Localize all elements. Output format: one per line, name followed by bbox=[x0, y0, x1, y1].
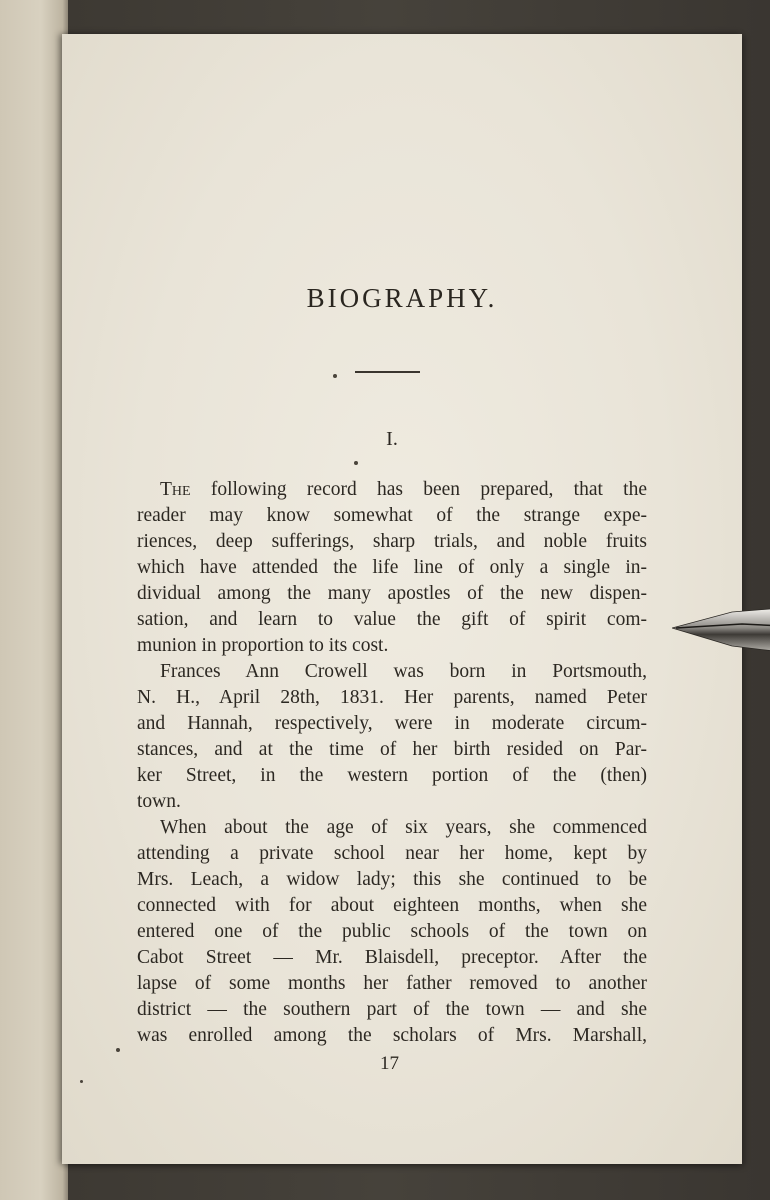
text-line-2: reader may know somewhat of the strange expe- bbox=[137, 505, 647, 526]
text-line-12: ker Street, in the western portion of the (then) bbox=[137, 765, 647, 786]
text-line-1-rest: following record has been prepared, that the bbox=[190, 479, 647, 500]
speck bbox=[116, 1048, 120, 1052]
text-line-19: Cabot Street — Mr. Blaisdell, preceptor. After the bbox=[137, 947, 647, 968]
pen-nib-icon bbox=[672, 606, 770, 656]
title-rule bbox=[355, 371, 420, 373]
text-line-22: was enrolled among the scholars of Mrs. Marshall, bbox=[137, 1025, 647, 1046]
text-line-7: munion in proportion to its cost. bbox=[137, 635, 389, 656]
page-number: 17 bbox=[380, 1053, 399, 1074]
text-line-18: entered one of the public schools of the town on bbox=[137, 921, 647, 942]
lead-word: The bbox=[160, 479, 191, 500]
text-line-11: stances, and at the time of her birth resided on Par- bbox=[137, 739, 647, 760]
speck bbox=[333, 374, 337, 378]
text-line-8: Frances Ann Crowell was born in Portsmouth, bbox=[160, 661, 647, 682]
text-line-6: sation, and learn to value the gift of spirit com- bbox=[137, 609, 647, 630]
section-number: I. bbox=[386, 428, 398, 450]
text-line-15: attending a private school near her home, kept by bbox=[137, 843, 647, 864]
speck bbox=[354, 461, 358, 465]
text-line-3: riences, deep sufferings, sharp trials, and noble fruits bbox=[137, 531, 647, 552]
text-line-14: When about the age of six years, she commenced bbox=[160, 817, 647, 838]
text-line-17: connected with for about eighteen months, when she bbox=[137, 895, 647, 916]
text-line-13: town. bbox=[137, 791, 181, 812]
left-page-edge bbox=[0, 0, 68, 1200]
text-line-16: Mrs. Leach, a widow lady; this she continued to be bbox=[137, 869, 647, 890]
text-line-4: which have attended the life line of only a single in- bbox=[137, 557, 647, 578]
page-title: BIOGRAPHY. bbox=[306, 283, 498, 313]
text-line-10: and Hannah, respectively, were in moderate circum- bbox=[137, 713, 647, 734]
text-line-5: dividual among the many apostles of the new dispen- bbox=[137, 583, 647, 604]
speck bbox=[80, 1080, 83, 1083]
text-line-1 bbox=[160, 477, 647, 503]
text-line-20: lapse of some months her father removed to another bbox=[137, 973, 647, 994]
text-line-21: district — the southern part of the town — and she bbox=[137, 999, 647, 1020]
text-line-9: N. H., April 28th, 1831. Her parents, named Peter bbox=[137, 687, 647, 708]
